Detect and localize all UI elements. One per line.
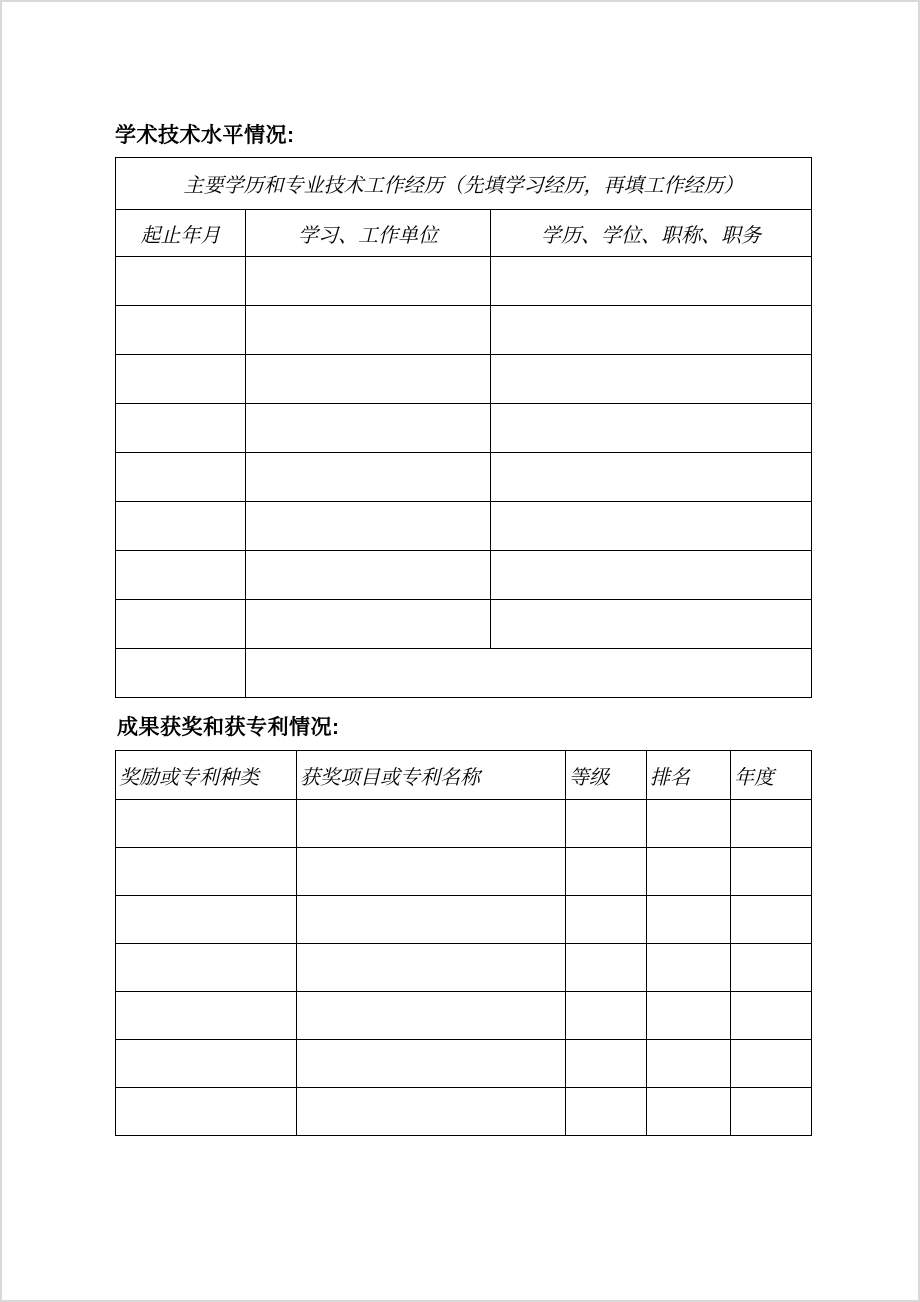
table-row bbox=[116, 1088, 812, 1136]
table-row bbox=[116, 649, 812, 698]
empty-cell[interactable] bbox=[297, 944, 566, 992]
awards-table bbox=[115, 750, 812, 1136]
col-header-rank: 排名 bbox=[647, 751, 731, 800]
empty-cell[interactable] bbox=[491, 502, 812, 551]
empty-cell[interactable] bbox=[731, 992, 812, 1040]
empty-cell[interactable] bbox=[731, 944, 812, 992]
col-header-award-type: 奖励或专利种类 bbox=[116, 751, 297, 800]
experience-table-caption: 主要学历和专业技术工作经历（先填学习经历，再填工作经历） bbox=[116, 158, 812, 210]
empty-cell[interactable] bbox=[246, 355, 491, 404]
empty-cell[interactable] bbox=[491, 257, 812, 306]
table-row bbox=[116, 800, 812, 848]
empty-cell[interactable] bbox=[116, 800, 297, 848]
empty-cell[interactable] bbox=[731, 896, 812, 944]
empty-cell[interactable] bbox=[246, 551, 491, 600]
empty-cell[interactable] bbox=[246, 306, 491, 355]
empty-cell[interactable] bbox=[246, 257, 491, 306]
table-row bbox=[116, 257, 812, 306]
empty-cell[interactable] bbox=[731, 1088, 812, 1136]
empty-cell[interactable] bbox=[116, 600, 246, 649]
empty-cell[interactable] bbox=[731, 848, 812, 896]
empty-cell[interactable] bbox=[297, 1088, 566, 1136]
table-row bbox=[116, 502, 812, 551]
empty-merged-cell[interactable] bbox=[246, 649, 812, 698]
empty-cell[interactable] bbox=[731, 800, 812, 848]
empty-cell[interactable] bbox=[491, 404, 812, 453]
empty-cell[interactable] bbox=[116, 1088, 297, 1136]
empty-cell[interactable] bbox=[116, 257, 246, 306]
table-row bbox=[116, 848, 812, 896]
empty-cell[interactable] bbox=[731, 1040, 812, 1088]
empty-cell[interactable] bbox=[647, 848, 731, 896]
col-header-degree-title-position: 学历、学位、职称、职务 bbox=[491, 210, 812, 257]
empty-cell[interactable] bbox=[566, 1040, 647, 1088]
empty-cell[interactable] bbox=[297, 848, 566, 896]
empty-cell[interactable] bbox=[566, 992, 647, 1040]
col-header-award-name: 获奖项目或专利名称 bbox=[297, 751, 566, 800]
empty-cell[interactable] bbox=[491, 355, 812, 404]
experience-table-footer bbox=[116, 649, 812, 698]
table-row bbox=[116, 944, 812, 992]
empty-cell[interactable] bbox=[297, 896, 566, 944]
empty-cell[interactable] bbox=[647, 944, 731, 992]
empty-cell[interactable] bbox=[491, 306, 812, 355]
empty-cell[interactable] bbox=[116, 502, 246, 551]
empty-cell[interactable] bbox=[116, 992, 297, 1040]
empty-cell[interactable] bbox=[116, 649, 246, 698]
section1-title: 学术技术水平情况: bbox=[115, 124, 295, 147]
empty-cell[interactable] bbox=[116, 551, 246, 600]
awards-table-header-row bbox=[116, 751, 812, 800]
empty-cell[interactable] bbox=[566, 896, 647, 944]
empty-cell[interactable] bbox=[116, 306, 246, 355]
empty-cell[interactable] bbox=[647, 1088, 731, 1136]
empty-cell[interactable] bbox=[647, 992, 731, 1040]
table-row bbox=[116, 896, 812, 944]
awards-table-body bbox=[116, 800, 812, 1136]
col-header-start-end-date: 起止年月 bbox=[116, 210, 246, 257]
empty-cell[interactable] bbox=[297, 800, 566, 848]
table-row bbox=[116, 1040, 812, 1088]
empty-cell[interactable] bbox=[647, 800, 731, 848]
experience-table bbox=[115, 157, 812, 698]
experience-table-header-row bbox=[116, 210, 812, 257]
empty-cell[interactable] bbox=[566, 800, 647, 848]
empty-cell[interactable] bbox=[566, 1088, 647, 1136]
empty-cell[interactable] bbox=[246, 600, 491, 649]
table-row bbox=[116, 306, 812, 355]
empty-cell[interactable] bbox=[491, 551, 812, 600]
empty-cell[interactable] bbox=[297, 1040, 566, 1088]
empty-cell[interactable] bbox=[491, 453, 812, 502]
empty-cell[interactable] bbox=[647, 896, 731, 944]
table-row bbox=[116, 551, 812, 600]
col-header-grade: 等级 bbox=[566, 751, 647, 800]
empty-cell[interactable] bbox=[491, 600, 812, 649]
empty-cell[interactable] bbox=[116, 453, 246, 502]
table-row bbox=[116, 355, 812, 404]
empty-cell[interactable] bbox=[116, 355, 246, 404]
empty-cell[interactable] bbox=[116, 944, 297, 992]
table-row bbox=[116, 600, 812, 649]
empty-cell[interactable] bbox=[566, 944, 647, 992]
empty-cell[interactable] bbox=[116, 848, 297, 896]
col-header-year: 年度 bbox=[731, 751, 812, 800]
empty-cell[interactable] bbox=[297, 992, 566, 1040]
empty-cell[interactable] bbox=[647, 1040, 731, 1088]
col-header-study-work-unit: 学习、工作单位 bbox=[246, 210, 491, 257]
table-row bbox=[116, 453, 812, 502]
experience-table-caption-row bbox=[116, 158, 812, 210]
empty-cell[interactable] bbox=[246, 453, 491, 502]
empty-cell[interactable] bbox=[116, 896, 297, 944]
empty-cell[interactable] bbox=[566, 848, 647, 896]
empty-cell[interactable] bbox=[246, 404, 491, 453]
empty-cell[interactable] bbox=[116, 404, 246, 453]
table-row bbox=[116, 404, 812, 453]
empty-cell[interactable] bbox=[246, 502, 491, 551]
section2-title: 成果获奖和获专利情况: bbox=[117, 716, 340, 739]
table-row bbox=[116, 992, 812, 1040]
empty-cell[interactable] bbox=[116, 1040, 297, 1088]
experience-table-body bbox=[116, 257, 812, 649]
